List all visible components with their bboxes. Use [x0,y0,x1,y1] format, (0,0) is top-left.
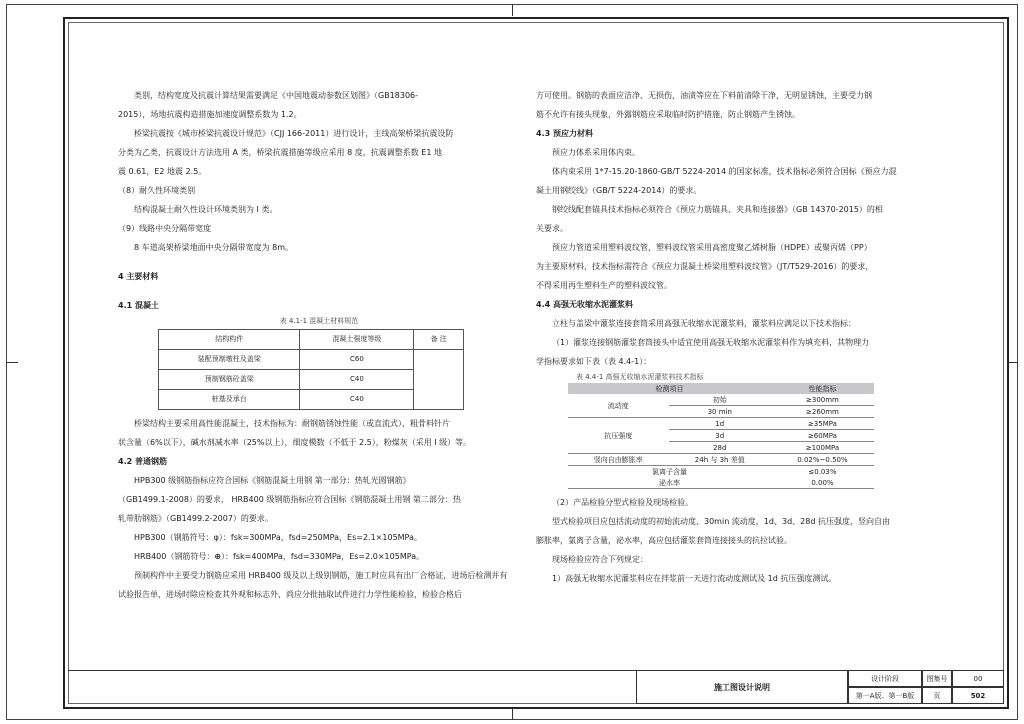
right-column [536,86,936,588]
table-row: 桩基及承台 C40 [159,390,464,410]
table-row: 氯离子含量 ≤0.03% [651,467,837,476]
center-tick-left [6,362,18,363]
text-line: HPB300 级钢筋指标应符合国标《钢筋混凝土用钢 第一部分：热轧光圆钢筋》 [134,476,411,485]
text-line: 1）高强无收缩水泥灌浆料应在拌浆前一天进行流动度测试及 1d 抗压强度测试。 [552,574,837,583]
center-tick-bottom [512,709,513,720]
table-row: 竖向自由膨胀率 24h 与 3h 差值 0.02%~0.50% [568,454,874,466]
text-line: 立柱与盖梁中灌浆连接套筒采用高强无收缩水泥灌浆料，灌浆料应满足以下技术指标： [552,319,856,328]
text-line: 桥梁结构主要采用高性能混凝土，技术指标为：耐钢筋锈蚀性能（或直流式），粗骨料针片 [134,419,450,428]
table-row: 装配预制墩柱及盖梁 C60 [159,350,464,370]
table-caption: 表 4.1-1 混凝土材料规范 [279,317,359,325]
table-header: 结构构件 [159,330,300,350]
text-line: 试验报告单，进场时除应检查其外观和标志外，尚应分批抽取试件进行力学性能检验，检验合格后 [118,590,462,599]
text-line: （9）线路中央分隔带宽度 [118,224,212,233]
text-line: 震 0.61，E2 地震 2.5。 [118,167,207,176]
text-line: 状含量（6%以下），碱水剂减水率（25%以上），细度模数（不低于 2.5），粉煤灰（采用 I 级）等。 [118,438,472,447]
table-row: 泌水率 0.00% [568,477,874,489]
table-row: 流动度 初始 ≥300mm [568,394,874,406]
title-block [636,670,1004,704]
text-line: HRB400（钢筋符号：⊕）：fsk=400MPa，fsd=330MPa，Es=2.0×105MPa。 [134,552,425,561]
text-line: 钢绞线配套锚具技术指标必须符合《预应力筋锚具、夹具和连接器》（GB 14370-2015）的相 [552,205,883,214]
drawing-no-label: 图集号 [922,670,952,687]
text-line: 预应力管道采用塑料波纹管，塑料波纹管采用高密度聚乙烯树脂（HDPE）或聚丙烯（PP） [552,243,872,252]
table-header: 备 注 [414,330,464,350]
text-line: 桥梁抗震按《城市桥梁抗震设计规范》（CJJ 166-2011）进行设计，主线高架桥梁抗震设防 [134,129,454,138]
text-line: （GB1499.1-2008）的要求， HRB400 级钢筋指标应符合国标《钢筋混凝土用钢 第二部分：热 [118,495,461,504]
drawing-no: 00 [952,670,1004,687]
text-line: 为主要原材料，技术指标需符合《预应力混凝土桥梁用塑料波纹管》（JT/T529-2016）的要求， [536,262,874,271]
text-line: 关要求。 [536,224,568,233]
text-line: 筋不允许有接头现象，外露钢筋应采取临时防护措施，防止钢筋产生锈蚀。 [536,110,800,119]
left-column [118,86,520,604]
text-line: 分类为乙类，抗震设计方法选用 A 类，桥梁抗震措施等级应采用 8 度，抗震调整系数 E1 地 [118,148,442,157]
text-line: 预应力体系采用体内束。 [552,148,640,157]
hrb400-symbol-icon: ⊕ [214,552,222,561]
text-line: 体内束采用 1*7-15.20-1860-GB/T 5224-2014 的国家标准，技术指标必须符合国标《预应力混 [552,167,897,176]
text-line: 预制构件中主要受力钢筋应采用 HRB400 级及以上级别钢筋，施工时应具有出厂合格证，进场后检测并有 [134,571,508,580]
text-line: 8 车道高架桥梁地面中央分隔带宽度为 8m。 [134,243,294,252]
revision: 第一A版、第一B版 [848,687,922,704]
text-line: 学指标要求如下表（表 4.4-1）： [536,357,652,366]
text-line: （8）耐久性环境类别 [118,186,196,195]
page-number: 502 [952,687,1004,704]
text-line: （1）灌浆连接钢筋灌浆套筒接头中适宜使用高强无收缩水泥灌浆料作为填充料，其物理力 [552,338,870,347]
text-line: 方可使用。钢筋的表面应洁净、无损伤，油渍等应在下料前清除干净，无明显锈蚀，主要受力钢 [536,91,872,100]
text-line: 轧带肋钢筋》（GB1499.2-2007）的要求。 [118,514,273,523]
text-line: 现场检验应符合下列规定： [552,555,648,564]
table-header: 检测项目 [568,383,771,394]
drawing-title: 施工图设计说明 [636,670,848,704]
title-block-divider [68,670,636,671]
center-tick-top [512,4,513,16]
text-line: 凝土用钢绞线》（GB/T 5224-2014）的要求。 [536,186,702,195]
table-header: 混凝土强度等级 [300,330,414,350]
table-row: 预制钢筋砼盖梁 C40 [159,370,464,390]
text-line: 2015），场地抗震构造措施加速度调整系数为 1.2。 [118,110,302,119]
text-line: HPB300（钢筋符号：φ）：fsk=300MPa，fsd=250MPa，Es=2.1×105MPa。 [134,533,422,542]
table-header: 性能指标 [771,383,874,394]
table-row: 28d ≥100MPa [568,442,874,454]
section-heading: 4.2 普通钢筋 [118,457,167,466]
section-heading: 4 主要材料 [118,272,159,281]
text-line: 不得采用再生塑料生产的塑料波纹管。 [536,281,672,290]
section-heading: 4.3 预应力材料 [536,129,593,138]
concrete-table [158,329,464,410]
grout-table [568,383,874,489]
design-stage-label: 设计阶段 [848,670,922,687]
text-line: 型式检验项目应包括流动度的初始流动度、30min 流动度，1d、3d、28d 抗压强度，竖向自由 [552,517,890,526]
center-tick-right [1008,362,1018,363]
section-heading: 4.1 混凝土 [118,301,159,310]
text-line: （2）产品检验分型式检验及现场检验。 [552,498,694,507]
text-line: 膨胀率，氯离子含量，泌水率，高应包括灌浆套筒连接接头的抗拉试验。 [536,536,792,545]
text-line: 类别，结构宽度及抗震计算结果需要满足《中国地震动参数区划图》（GB18306- [134,91,419,100]
text-line: 结构混凝土耐久性设计环境类别为 I 类。 [134,205,278,214]
table-row: 30 min ≥260mm [568,406,874,418]
table-row: 3d ≥60MPa [568,430,874,442]
table-row: 抗压强度 1d ≥35MPa [568,418,874,430]
table-caption: 表 4.4-1 高强无收缩水泥灌浆料技术指标 [576,373,704,381]
section-heading: 4.4 高强无收缩水泥灌浆料 [536,300,633,309]
page-label: 页 [922,687,952,704]
